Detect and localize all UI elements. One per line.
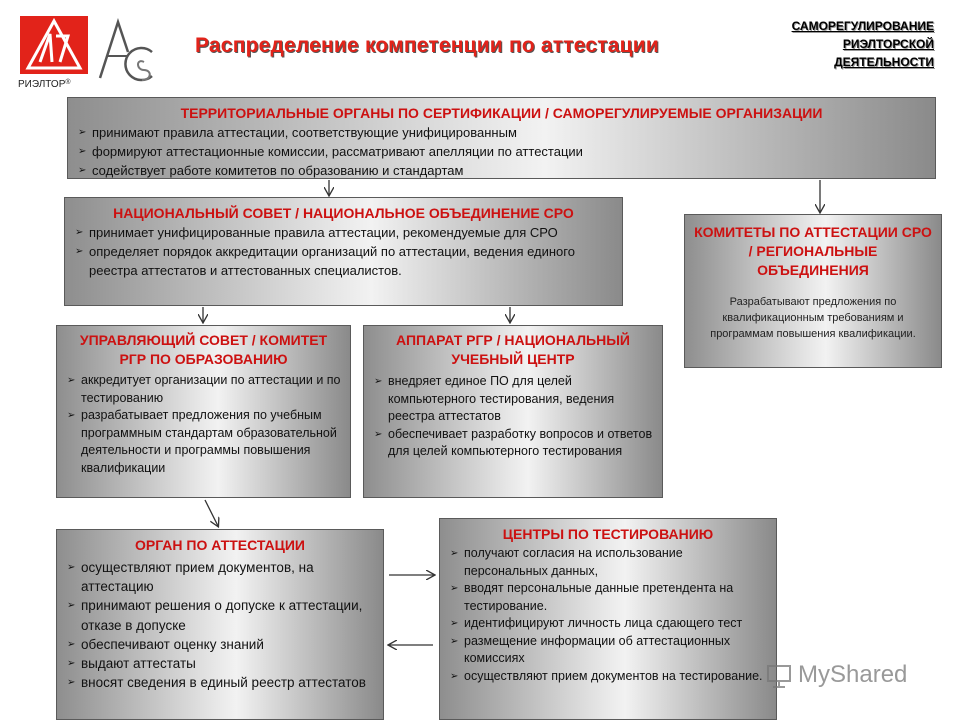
arrow-box4-to-box6 <box>205 500 218 526</box>
list-item: ➢ вносят сведения в единый реестр аттестатов <box>65 673 375 692</box>
corner-line-3: ДЕЯТЕЛЬНОСТИ <box>834 55 934 69</box>
watermark-text: MyShared <box>798 661 908 688</box>
box-heading: ЦЕНТРЫ ПО ТЕСТИРОВАНИЮ <box>502 526 714 542</box>
list-item: ➢ осуществляют прием документов на тестирование. <box>448 668 768 686</box>
list-item: ➢ размещение информации об аттестационных комиссиях <box>448 633 768 668</box>
list-item: ➢ выдают аттестаты <box>65 654 375 673</box>
list-item: ➢ вводят персональные данные претендента на тестирование. <box>448 580 768 615</box>
list-item: ➢ идентифицируют личность лица сдающего тест <box>448 615 768 633</box>
attestation-body-box <box>56 529 384 720</box>
list-item: ➢ обеспечивает разработку вопросов и ответов для целей компьютерного тестирования <box>372 426 654 461</box>
list-item: ➢ содействует работе комитетов по образованию и стандартам <box>76 161 927 180</box>
governing-council-box <box>56 325 351 498</box>
corner-line-1: САМОРЕГУЛИРОВАНИЕ <box>791 19 934 33</box>
list-item: ➢ аккредитует организации по аттестации и по тестированию <box>65 372 342 407</box>
ac-logo <box>94 18 160 84</box>
box-heading: ОРГАН ПО АТТЕСТАЦИИ <box>135 537 305 553</box>
rgr-logo <box>20 16 88 74</box>
list-item: ➢ принимают решения о допуске к аттестации, отказе в допуске <box>65 596 375 634</box>
box-heading: НАЦИОНАЛЬНЫЙ СОВЕТ / НАЦИОНАЛЬНОЕ ОБЪЕДИНЕНИЕ СРО <box>113 205 574 221</box>
attestation-committees-box <box>684 214 942 368</box>
box-heading: УПРАВЛЯЮЩИЙ СОВЕТ / КОМИТЕТ РГР ПО ОБРАЗОВАНИЮ <box>79 332 328 367</box>
training-center-box <box>363 325 663 498</box>
box-heading: ТЕРРИТОРИАЛЬНЫЕ ОРГАНЫ ПО СЕРТИФИКАЦИИ / САМОРЕГУЛИРУЕМЫЕ ОРГАНИЗАЦИИ <box>180 105 823 121</box>
page-title: Распределение компетенции по аттестации <box>195 34 659 57</box>
territorial-organs-box <box>67 97 936 179</box>
list-item: ➢ принимают правила аттестации, соответствующие унифицированным <box>76 123 927 142</box>
rgr-logo-mark <box>20 16 88 74</box>
list-item: ➢ разрабатывает предложения по учебным программным стандартам образовательной деятельности и программы повышения квалификации <box>65 407 342 477</box>
box-heading: КОМИТЕТЫ ПО АТТЕСТАЦИИ СРО / РЕГИОНАЛЬНЫЕ ОБЪЕДИНЕНИЯ <box>694 224 932 278</box>
testing-centers-box <box>439 518 777 720</box>
list-item: ➢ определяет порядок аккредитации организаций по аттестации, ведения единого реестра аттестатов и аттестованных специалистов. <box>73 242 614 280</box>
box-description: Разрабатывают предложения по квалификационным требованиям и программам повышения квалификации. <box>710 296 916 340</box>
list-item: ➢ принимает унифицированные правила аттестации, рекомендуемые для СРО <box>73 223 614 242</box>
watermark <box>766 660 907 690</box>
list-item: ➢ внедряет единое ПО для целей компьютерного тестирования, ведения реестра аттестатов <box>372 373 654 426</box>
ac-logo-mark <box>94 18 160 84</box>
presentation-icon <box>766 662 792 688</box>
list-item: ➢ получают согласия на использование персональных данных, <box>448 545 768 580</box>
rgr-logo-caption: РИЭЛТОР® <box>18 79 71 90</box>
box-heading: АППАРАТ РГР / НАЦИОНАЛЬНЫЙ УЧЕБНЫЙ ЦЕНТР <box>396 332 630 367</box>
list-item: ➢ обеспечивают оценку знаний <box>65 635 375 654</box>
national-council-box <box>64 197 623 306</box>
corner-label <box>792 17 934 71</box>
list-item: ➢ формируют аттестационные комиссии, рассматривают апелляции по аттестации <box>76 142 927 161</box>
corner-line-2: РИЭЛТОРСКОЙ <box>842 37 934 51</box>
list-item: ➢ осуществляют прием документов, на аттестацию <box>65 558 375 596</box>
